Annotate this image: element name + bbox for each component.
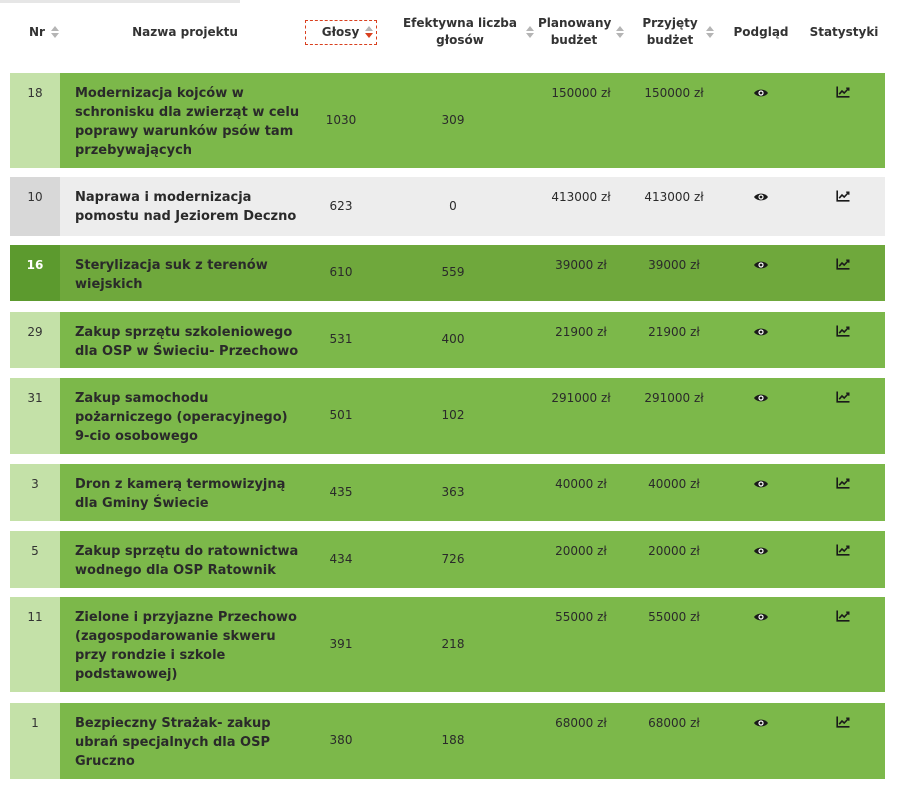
header-planned[interactable]: Planowany budżet <box>540 0 622 64</box>
votes-count: 435 <box>329 485 353 499</box>
accepted-budget: 21900 zł <box>648 325 700 339</box>
row-number: 16 <box>10 245 60 301</box>
row-number: 31 <box>10 378 60 454</box>
chart-icon[interactable] <box>836 716 850 728</box>
accepted-budget: 39000 zł <box>648 258 700 272</box>
planned-budget: 291000 zł <box>551 391 611 405</box>
table-row[interactable] <box>10 703 885 779</box>
project-name[interactable]: Modernizacja kojców w schronisku dla zwierząt w celu poprawy warunków psów tam przebywających <box>75 86 300 158</box>
effective-votes: 309 <box>441 113 465 127</box>
accepted-budget: 150000 zł <box>644 86 704 100</box>
row-number: 11 <box>10 597 60 692</box>
votes-count: 610 <box>329 265 353 279</box>
effective-votes: 0 <box>449 199 457 213</box>
votes-count: 391 <box>329 637 353 651</box>
effective-votes: 726 <box>441 552 465 566</box>
header-nr[interactable]: Nr <box>24 0 64 64</box>
row-number: 18 <box>10 73 60 168</box>
planned-budget: 21900 zł <box>555 325 607 339</box>
row-number: 1 <box>10 703 60 779</box>
sort-arrows-icon[interactable] <box>51 26 59 38</box>
project-name[interactable]: Zakup sprzętu szkoleniowego dla OSP w Świeciu- Przechowo <box>75 325 299 359</box>
sort-arrows-icon[interactable] <box>365 26 373 38</box>
eye-icon[interactable] <box>753 192 769 202</box>
effective-votes: 218 <box>441 637 465 651</box>
project-name[interactable]: Dron z kamerą termowizyjną dla Gminy Świecie <box>75 477 286 511</box>
header-name: Nazwa projektu <box>132 24 238 39</box>
accepted-budget: 291000 zł <box>644 391 704 405</box>
planned-budget: 68000 zł <box>555 716 607 730</box>
planned-budget: 39000 zł <box>555 258 607 272</box>
chart-icon[interactable] <box>836 391 850 403</box>
votes-count: 501 <box>329 408 353 422</box>
row-number: 10 <box>10 177 60 236</box>
project-name[interactable]: Zielone i przyjazne Przechowo (zagospodarowanie skweru przy rondzie i szkole podstawowej) <box>75 610 297 682</box>
effective-votes: 102 <box>441 408 465 422</box>
eye-icon[interactable] <box>753 393 769 403</box>
chart-icon[interactable] <box>836 86 850 98</box>
header-stats: Statystyki <box>809 24 879 39</box>
project-name[interactable]: Zakup samochodu pożarniczego (operacyjnego) 9-cio osobowego <box>75 391 288 444</box>
planned-budget: 55000 zł <box>555 610 607 624</box>
header-effective[interactable]: Efektywna liczba głosów <box>392 0 542 64</box>
eye-icon[interactable] <box>753 479 769 489</box>
planned-budget: 40000 zł <box>555 477 607 491</box>
row-number: 3 <box>10 464 60 521</box>
votes-count: 434 <box>329 552 353 566</box>
votes-sort-box[interactable]: Głosy <box>305 20 378 45</box>
table-row[interactable] <box>10 464 885 521</box>
votes-count: 380 <box>329 733 353 747</box>
planned-budget: 150000 zł <box>551 86 611 100</box>
sort-arrows-icon[interactable] <box>616 26 624 38</box>
eye-icon[interactable] <box>753 260 769 270</box>
chart-icon[interactable] <box>836 477 850 489</box>
header-preview: Podgląd <box>733 24 789 39</box>
accepted-budget: 40000 zł <box>648 477 700 491</box>
sort-arrows-icon[interactable] <box>706 26 714 38</box>
planned-budget: 20000 zł <box>555 544 607 558</box>
effective-votes: 188 <box>441 733 465 747</box>
table-row[interactable] <box>10 73 885 168</box>
votes-count: 531 <box>329 332 353 346</box>
chart-icon[interactable] <box>836 258 850 270</box>
eye-icon[interactable] <box>753 327 769 337</box>
table-row[interactable] <box>10 177 885 236</box>
chart-icon[interactable] <box>836 610 850 622</box>
project-name[interactable]: Zakup sprzętu do ratownictwa wodnego dla OSP Ratownik <box>75 544 299 578</box>
eye-icon[interactable] <box>753 718 769 728</box>
project-name[interactable]: Bezpieczny Strażak- zakup ubrań specjalnych dla OSP Gruczno <box>75 716 271 769</box>
sort-arrows-icon[interactable] <box>526 26 534 38</box>
table-header <box>10 0 885 73</box>
header-accepted[interactable]: Przyjęty budżet <box>632 0 722 64</box>
chart-icon[interactable] <box>836 544 850 556</box>
table-row[interactable] <box>10 597 885 692</box>
eye-icon[interactable] <box>753 612 769 622</box>
effective-votes: 363 <box>441 485 465 499</box>
votes-count: 1030 <box>325 113 357 127</box>
header-votes[interactable] <box>306 0 376 64</box>
chart-icon[interactable] <box>836 190 850 202</box>
effective-votes: 559 <box>441 265 465 279</box>
accepted-budget: 55000 zł <box>648 610 700 624</box>
table-row[interactable] <box>10 531 885 588</box>
effective-votes: 400 <box>441 332 465 346</box>
row-number: 29 <box>10 312 60 368</box>
votes-count: 623 <box>329 199 353 213</box>
chart-icon[interactable] <box>836 325 850 337</box>
planned-budget: 413000 zł <box>551 190 611 204</box>
table-row[interactable] <box>10 312 885 368</box>
accepted-budget: 68000 zł <box>648 716 700 730</box>
eye-icon[interactable] <box>753 546 769 556</box>
accepted-budget: 20000 zł <box>648 544 700 558</box>
table-row[interactable] <box>10 378 885 454</box>
table-row[interactable] <box>10 245 885 301</box>
eye-icon[interactable] <box>753 88 769 98</box>
row-number: 5 <box>10 531 60 588</box>
project-name[interactable]: Naprawa i modernizacja pomostu nad Jeziorem Deczno <box>75 190 297 224</box>
project-name[interactable]: Sterylizacja suk z terenów wiejskich <box>75 258 268 292</box>
accepted-budget: 413000 zł <box>644 190 704 204</box>
